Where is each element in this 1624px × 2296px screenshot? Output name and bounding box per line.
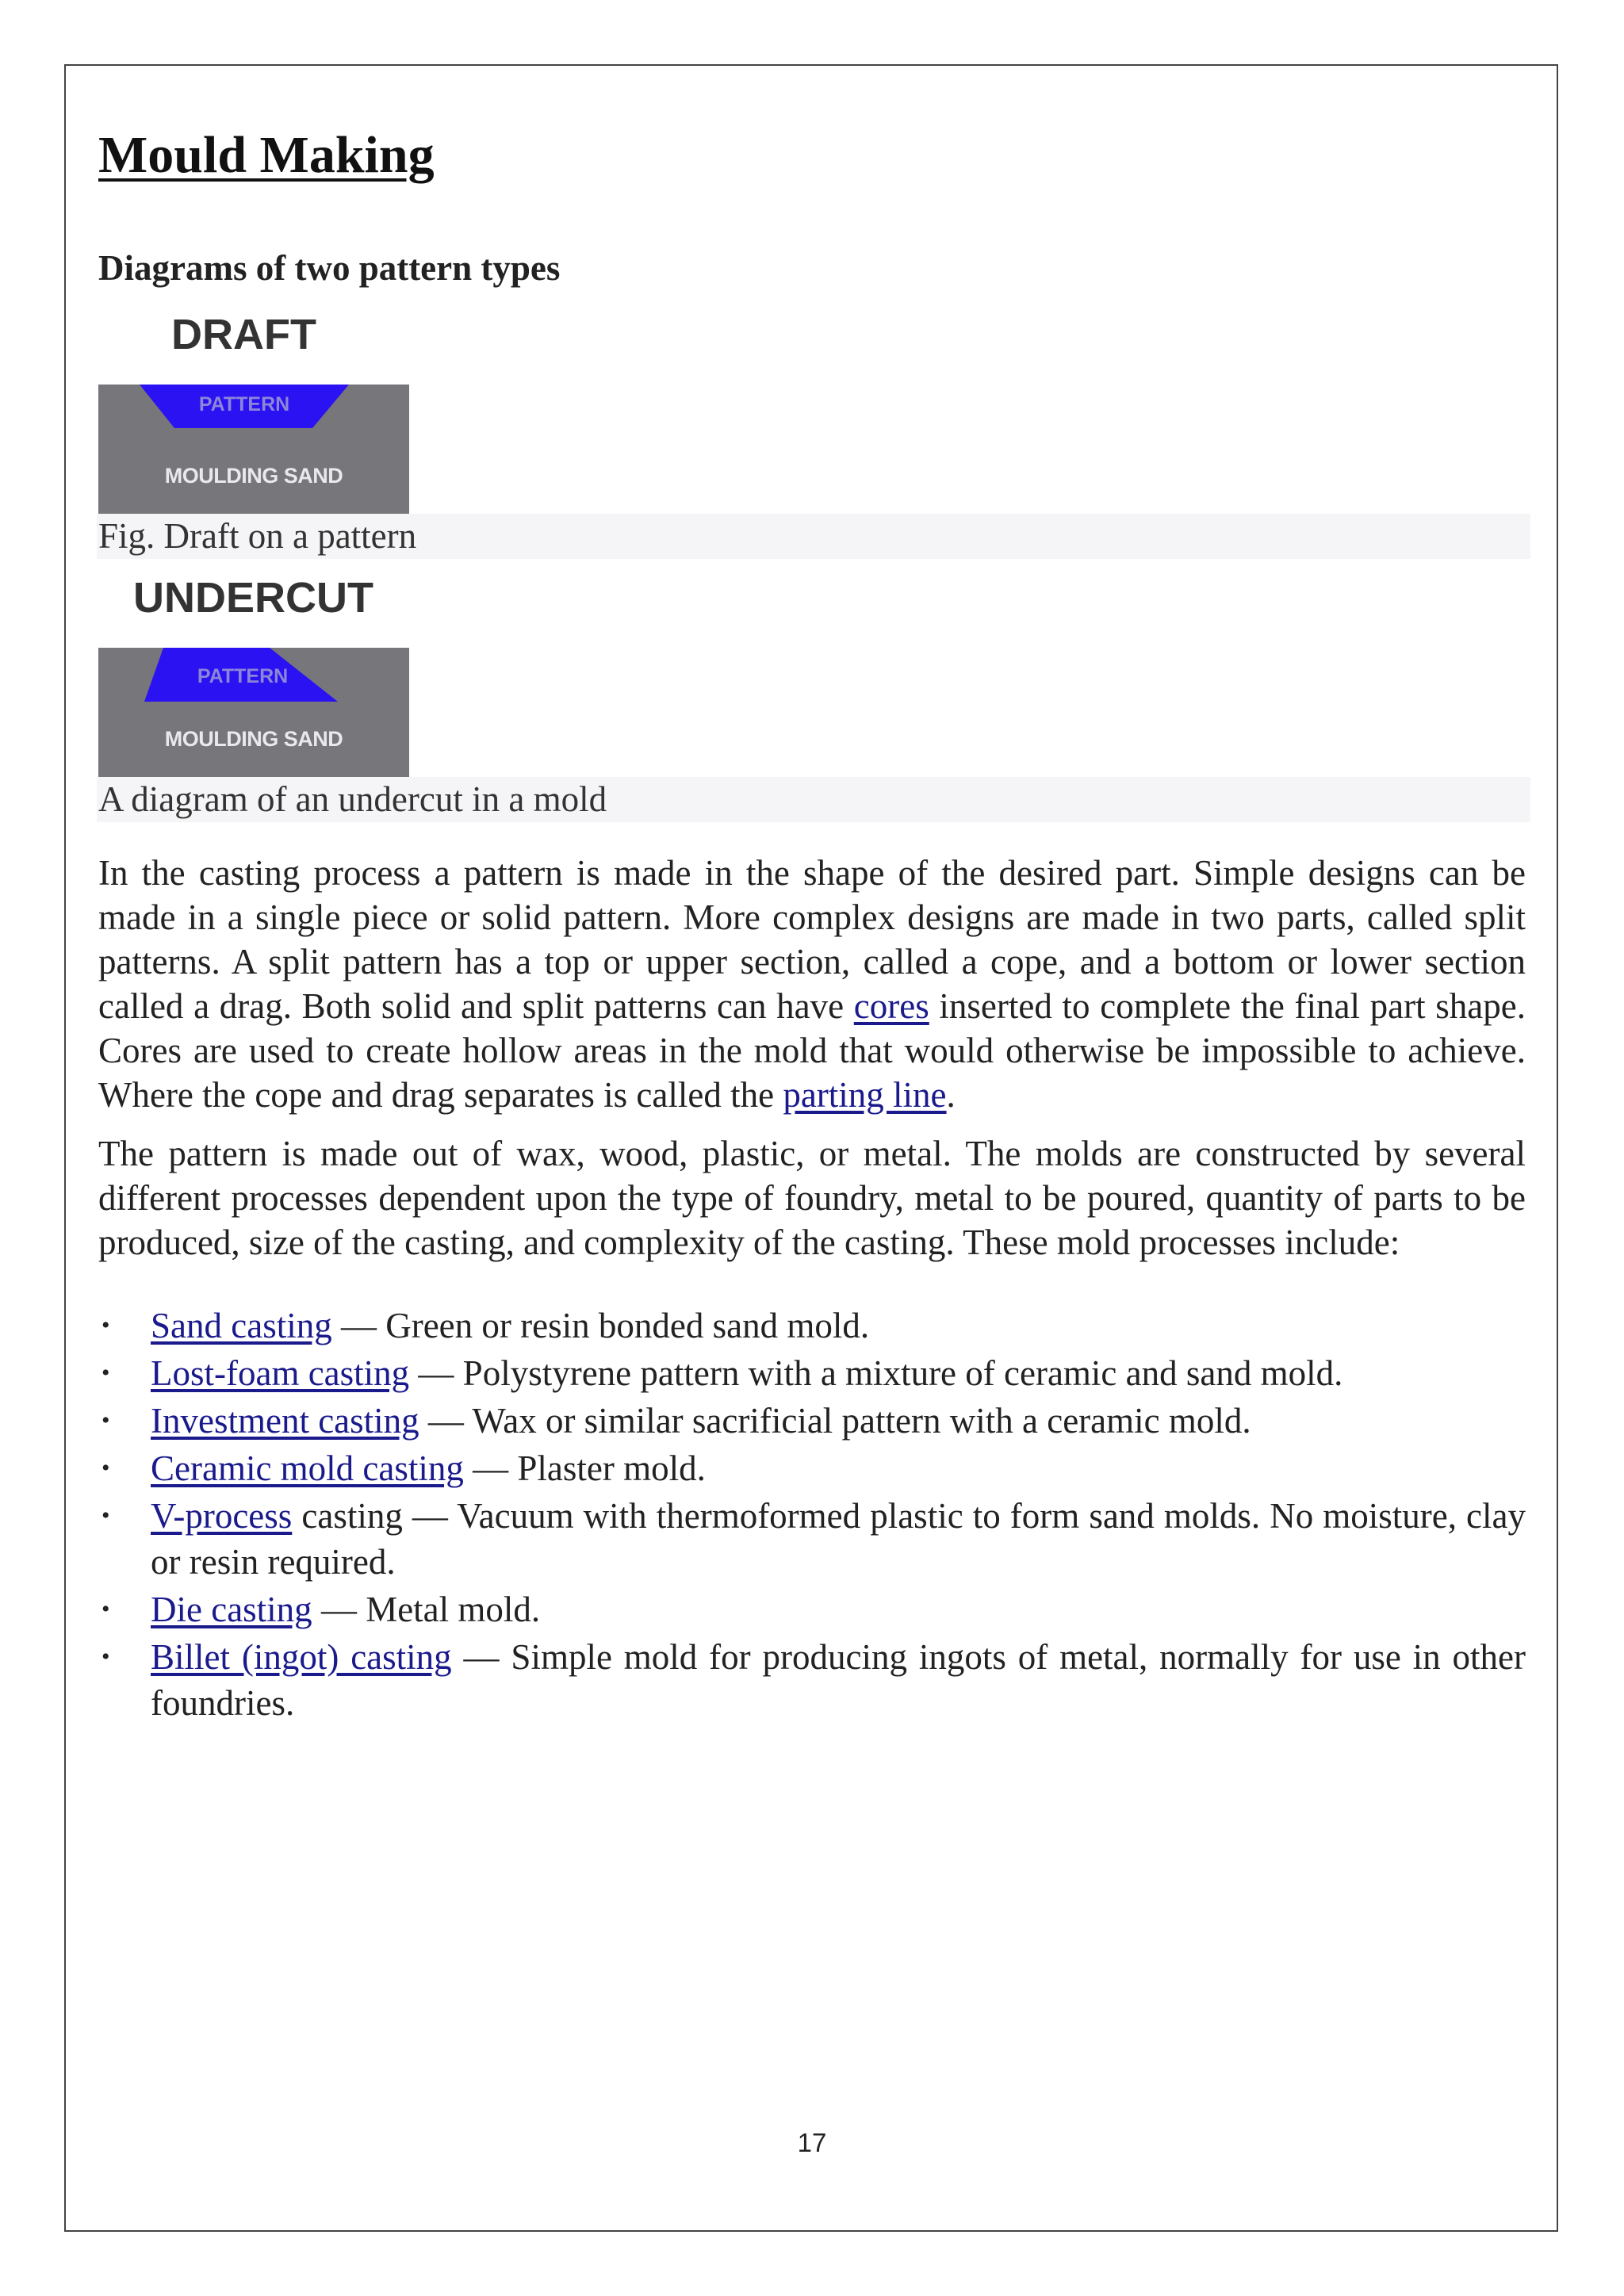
list-item-text: — Polystyrene pattern with a mixture of ceramic and sand mold. [409,1353,1343,1393]
bullet-icon: • [102,1359,110,1386]
section-subheading: Diagrams of two pattern types [98,247,561,288]
investment-casting-link[interactable]: Investment casting [151,1400,419,1441]
undercut-pattern-shape [98,648,409,777]
paragraph-text: In the casting process a pattern is made in the shape of the desired part. Simple designs can be made in a single piece or solid pattern. More complex designs are made in two parts, called split patterns. A split pattern has a top or upper section, called a cope, and a bottom or lower section called a drag. Both solid and split patterns can have [98,852,1526,1026]
draft-figure-caption: Fig. Draft on a pattern [97,514,1530,559]
die-casting-link[interactable]: Die casting [151,1589,312,1629]
mold-process-list [98,1303,1526,1726]
draft-diagram [98,385,409,514]
undercut-figure-caption: A diagram of an undercut in a mold [97,777,1530,822]
list-item-text: — Wax or similar sacrificial pattern with a ceramic mold. [419,1400,1251,1441]
list-item [98,1398,1526,1444]
page-number: 17 [797,2128,827,2157]
undercut-diagram [98,648,409,777]
list-item [98,1445,1526,1491]
page-content [98,127,1526,1728]
cores-link[interactable]: cores [853,985,929,1026]
lost-foam-casting-link[interactable]: Lost-foam casting [151,1353,410,1393]
parting-line-link[interactable]: parting line [783,1074,947,1115]
paragraph-text: inserted to complete the final part shape. Cores are used to create hollow areas in the mold that would otherwise be impossible to achieve. Where the cope and drag separates is called the [98,985,1526,1115]
billet-casting-link[interactable]: Billet (ingot) casting [151,1636,452,1677]
sand-casting-link[interactable]: Sand casting [151,1305,332,1345]
bullet-icon: • [102,1595,110,1622]
list-item-text: — Metal mold. [312,1589,541,1629]
page-title: Mould Making [98,126,435,184]
pattern-materials-paragraph: The pattern is made out of wax, wood, plastic, or metal. The molds are constructed by several different processes dependent upon the type of foundry, metal to be poured, quantity of parts to be produced, size of the casting, and complexity of the casting. These mold processes include: [98,1133,1526,1262]
list-item [98,1634,1526,1726]
undercut-sand-label: MOULDING SAND [164,726,343,751]
draft-pattern-shape [98,385,409,514]
draft-sand-label: MOULDING SAND [164,463,343,488]
list-item-text: — Green or resin bonded sand mold. [331,1305,870,1345]
bullet-icon: • [102,1643,110,1670]
bullet-icon: • [102,1502,110,1529]
list-item-text: casting — Vacuum with thermoformed plastic to form sand molds. No moisture, clay or resin required. [151,1495,1526,1582]
list-item [98,1493,1526,1585]
list-item [98,1350,1526,1396]
v-process-link[interactable]: V-process [151,1495,293,1536]
paragraph-text: . [946,1074,956,1115]
list-item-text: — Simple mold for producing ingots of metal, normally for use in other foundries. [151,1636,1526,1723]
ceramic-mold-casting-link[interactable]: Ceramic mold casting [151,1448,464,1488]
undercut-figure-title: UNDERCUT [133,573,373,622]
list-item [98,1586,1526,1632]
list-item [98,1303,1526,1349]
undercut-pattern-label: PATTERN [197,664,289,687]
bullet-icon: • [102,1311,110,1338]
casting-process-paragraph [98,851,1526,1117]
bullet-icon: • [102,1406,110,1433]
draft-figure-title: DRAFT [171,310,316,358]
draft-pattern-label: PATTERN [198,392,290,415]
list-item-text: — Plaster mold. [463,1448,706,1488]
bullet-icon: • [102,1454,110,1481]
